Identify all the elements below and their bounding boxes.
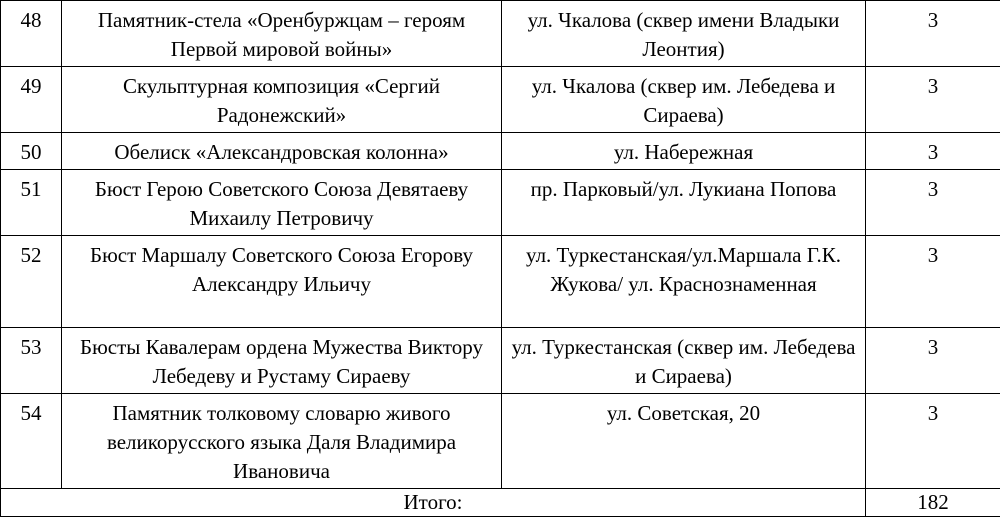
row-number: 51 bbox=[1, 170, 62, 236]
table-row bbox=[1, 133, 1000, 170]
row-number: 53 bbox=[1, 328, 62, 394]
total-label: Итого: bbox=[1, 489, 866, 517]
monument-address: ул. Туркестанская/ул.Маршала Г.К. Жукова/ ул. Краснознаменная bbox=[502, 236, 866, 328]
monument-address: пр. Парковый/ул. Лукиана Попова bbox=[502, 170, 866, 236]
total-value: 182 bbox=[866, 489, 1000, 517]
monument-count: 3 bbox=[866, 394, 1000, 489]
row-number: 54 bbox=[1, 394, 62, 489]
table-row bbox=[1, 1, 1000, 67]
monument-name: Обелиск «Александровская колонна» bbox=[62, 133, 502, 170]
monument-address: ул. Советская, 20 bbox=[502, 394, 866, 489]
monument-count: 3 bbox=[866, 328, 1000, 394]
monument-name: Памятник-стела «Оренбуржцам – героям Первой мировой войны» bbox=[62, 1, 502, 67]
row-number: 49 bbox=[1, 67, 62, 133]
table-row bbox=[1, 394, 1000, 489]
monument-address: ул. Туркестанская (сквер им. Лебедева и Сираева) bbox=[502, 328, 866, 394]
table-row bbox=[1, 170, 1000, 236]
monument-name: Памятник толковому словарю живого великорусского языка Даля Владимира Ивановича bbox=[62, 394, 502, 489]
monument-count: 3 bbox=[866, 236, 1000, 328]
table-row bbox=[1, 67, 1000, 133]
table-row bbox=[1, 236, 1000, 328]
monument-address: ул. Чкалова (сквер имени Владыки Леонтия) bbox=[502, 1, 866, 67]
monument-name: Скульптурная композиция «Сергий Радонежский» bbox=[62, 67, 502, 133]
monument-address: ул. Набережная bbox=[502, 133, 866, 170]
row-number: 48 bbox=[1, 1, 62, 67]
total-row bbox=[1, 489, 1000, 517]
monument-count: 3 bbox=[866, 170, 1000, 236]
monument-address: ул. Чкалова (сквер им. Лебедева и Сираева) bbox=[502, 67, 866, 133]
monument-name: Бюст Маршалу Советского Союза Егорову Александру Ильичу bbox=[62, 236, 502, 328]
table-row bbox=[1, 328, 1000, 394]
monument-name: Бюсты Кавалерам ордена Мужества Виктору Лебедеву и Рустаму Сираеву bbox=[62, 328, 502, 394]
monument-count: 3 bbox=[866, 133, 1000, 170]
row-number: 50 bbox=[1, 133, 62, 170]
monument-name: Бюст Герою Советского Союза Девятаеву Михаилу Петровичу bbox=[62, 170, 502, 236]
monument-count: 3 bbox=[866, 1, 1000, 67]
monument-count: 3 bbox=[866, 67, 1000, 133]
row-number: 52 bbox=[1, 236, 62, 328]
